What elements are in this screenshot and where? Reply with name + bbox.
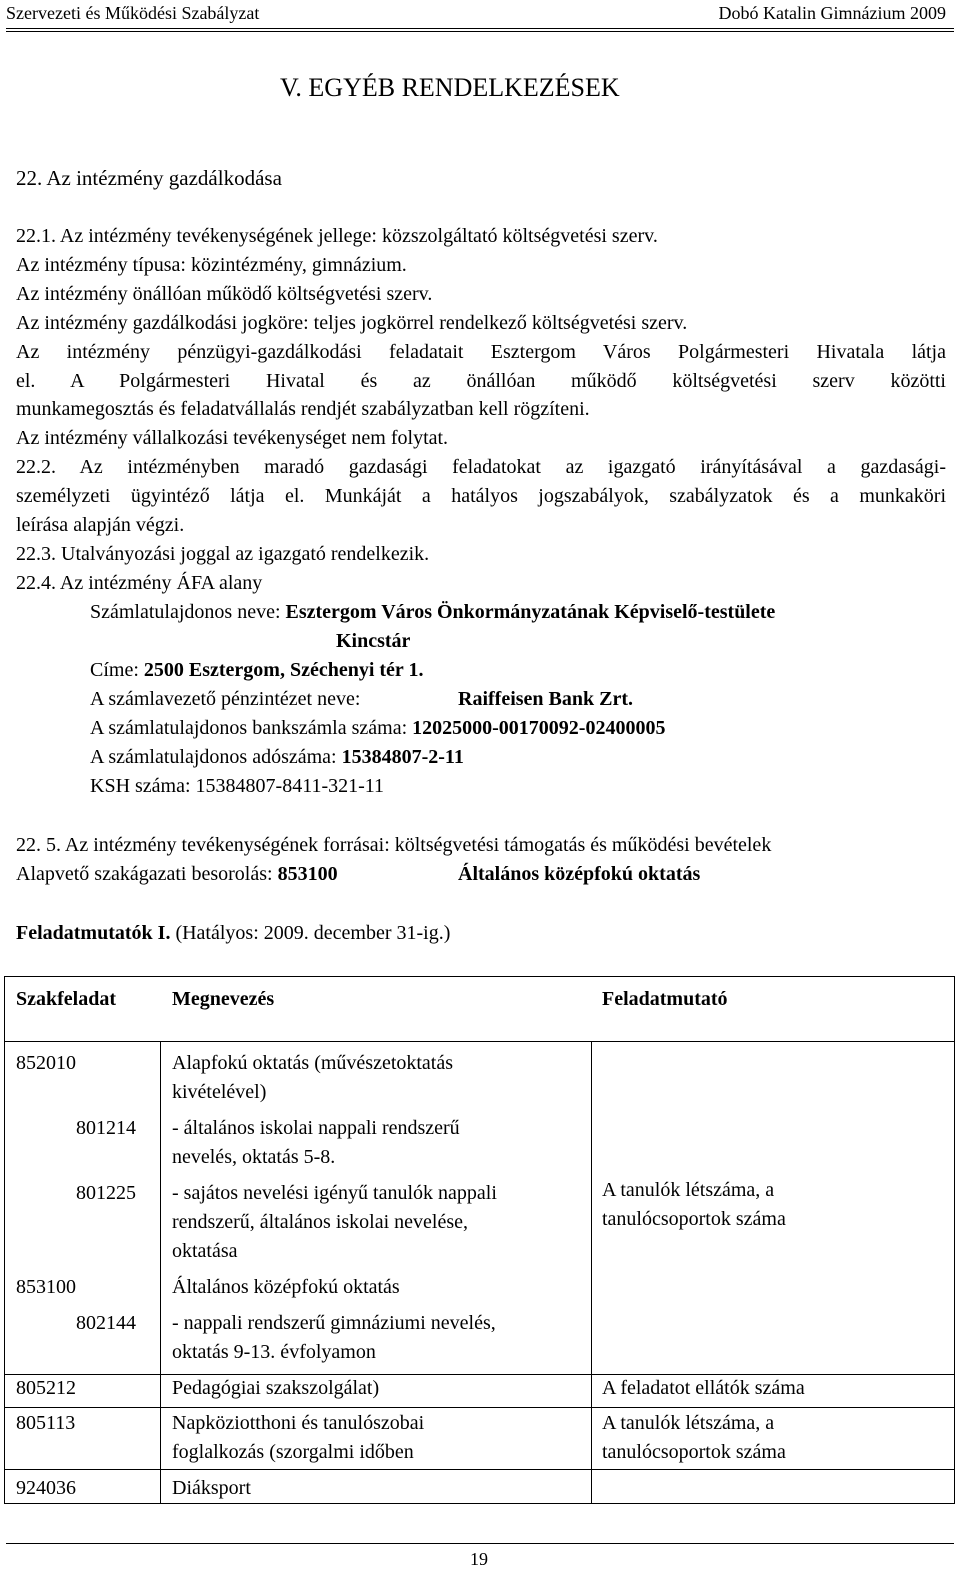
p1-line-1: 22.1. Az intézmény tevékenységének jellege: közszolgáltató költségvetési szerv. (16, 225, 658, 247)
table-header-feladatmutato-text: Feladatmutató (602, 988, 728, 1010)
table-row-1-name-2: kivételével) (172, 1081, 267, 1103)
table-row-rule-3 (4, 1469, 955, 1470)
header-rule-2 (6, 31, 954, 32)
p5-line: 22. 5. Az intézmény tevékenységének forrásai: költségvetési támogatás és működési bevételek (16, 834, 772, 856)
table-row-3-name-1: - sajátos nevelési igényű tanulók nappali (172, 1182, 497, 1204)
p5b-name (458, 863, 700, 886)
account-tax-value: 15384807-2-11 (341, 746, 464, 768)
account-bank-value-text: Raiffeisen Bank Zrt. (458, 688, 633, 710)
table-row-4-name-1: Általános középfokú oktatás (172, 1276, 400, 1298)
table-row-5-code: 802144 (76, 1312, 136, 1334)
account-bank-label: A számlavezető pénzintézet neve: (90, 688, 361, 710)
table-row-1-code: 852010 (16, 1052, 76, 1074)
p2-just-line-1: 22.2. Az intézményben maradó gazdasági feladatokat az igazgató irányításával a gazdasági- (16, 456, 946, 478)
table-row-3-name-2: rendszerű, általános iskolai nevelése, (172, 1211, 468, 1233)
feladat-title-rest: (Hatályos: 2009. december 31-ig.) (170, 922, 451, 944)
account-address (90, 659, 423, 682)
header-rule (6, 28, 954, 29)
account-bank-value (458, 688, 633, 711)
account-owner (90, 601, 775, 624)
p2-tail: leírása alapján végzi. (16, 514, 185, 536)
table-header-megnevezes-text: Megnevezés (172, 988, 275, 1010)
table-col-divider-2 (591, 1041, 592, 1503)
account-address-label: Címe: (90, 659, 144, 681)
table-merged-indicator-2: tanulócsoportok száma (602, 1208, 786, 1230)
account-number-value: 12025000-00170092-02400005 (412, 717, 666, 739)
table-col-divider-1 (160, 1041, 161, 1503)
account-number (90, 717, 665, 740)
table-row-7-name-1: Napköziotthoni és tanulószobai (172, 1412, 425, 1434)
section-title: 22. Az intézmény gazdálkodása (16, 166, 282, 190)
p1-tail-line-1: munkamegosztás és feladatvállalás rendjét szabályzatban kell rögzíteni. (16, 398, 590, 420)
table-row-7-indicator-2: tanulócsoportok száma (602, 1441, 786, 1463)
p1-line-4: Az intézmény gazdálkodási jogköre: teljes jogkörrel rendelkező költségvetési szerv. (16, 312, 688, 334)
p1-just-line-2: el. A Polgármesteri Hivatal és az önállóan működő költségvetési szerv közötti (16, 370, 946, 392)
p1-line-2: Az intézmény típusa: közintézmény, gimnázium. (16, 254, 407, 276)
account-tax (90, 746, 464, 769)
table-row-6-indicator: A feladatot ellátók száma (602, 1377, 805, 1399)
table-row-rule-1 (4, 1374, 955, 1375)
account-owner-value-2-text: Kincstár (336, 630, 411, 652)
table-row-6-code: 805212 (16, 1377, 76, 1399)
table-row-1-name-1: Alapfokú oktatás (művészetoktatás (172, 1052, 454, 1074)
p5b-label: Alapvető szakágazati besorolás: (16, 863, 278, 885)
table-row-8-name-1: Diáksport (172, 1477, 251, 1499)
p2-just-line-2: személyzeti ügyintéző látja el. Munkáját a hatályos jogszabályok, szabályzatok és a munkaköri (16, 485, 946, 507)
feladat-title-bold: Feladatmutatók I. (16, 922, 171, 944)
p4-line: 22.4. Az intézmény ÁFA alany (16, 572, 263, 594)
table-header-szakfeladat-text: Szakfeladat (16, 988, 116, 1010)
account-owner-label: Számlatulajdonos neve: (90, 601, 286, 623)
table-row-3-code: 801225 (76, 1182, 136, 1204)
header-right: Dobó Katalin Gimnázium 2009 (718, 3, 946, 23)
table-row-rule-2 (4, 1407, 955, 1408)
table-merged-indicator-1: A tanulók létszáma, a (602, 1179, 775, 1201)
table-row-7-indicator-1: A tanulók létszáma, a (602, 1412, 775, 1434)
table-row-2-name-2: nevelés, oktatás 5-8. (172, 1146, 336, 1168)
footer-rule (6, 1543, 954, 1544)
p1-just-line-1: Az intézmény pénzügyi-gazdálkodási feladatait Esztergom Város Polgármesteri Hivatala látja (16, 341, 946, 363)
account-owner-value-2 (336, 630, 410, 653)
table-border (4, 976, 955, 1504)
table-row-2-name-1: - általános iskolai nappali rendszerű (172, 1117, 460, 1139)
account-number-label: A számlatulajdonos bankszámla száma: (90, 717, 413, 739)
table-header-rule (4, 1041, 955, 1042)
table-row-5-name-1: - nappali rendszerű gimnáziumi nevelés, (172, 1312, 496, 1334)
table-row-7-code: 805113 (16, 1412, 76, 1434)
p5b-name-text: Általános középfokú oktatás (458, 863, 701, 885)
table-row-5-name-2: oktatás 9-13. évfolyamon (172, 1341, 376, 1363)
p5b-code: 853100 (277, 863, 338, 885)
table-row-7-name-2: foglalkozás (szorgalmi időben (172, 1441, 414, 1463)
account-ksh: KSH száma: 15384807-8411-321-11 (90, 775, 385, 797)
table-row-6-name-1: Pedagógiai szakszolgálat) (172, 1377, 380, 1399)
table-row-8-code: 924036 (16, 1477, 76, 1499)
page-number: 19 (470, 1549, 488, 1569)
table-row-2-code: 801214 (76, 1117, 136, 1139)
header-left: Szervezeti és Működési Szabályzat (6, 3, 260, 23)
table-header-szakfeladat (16, 985, 116, 1014)
table-row-3-name-3: oktatása (172, 1240, 238, 1262)
p3-line: 22.3. Utalványozási joggal az igazgató rendelkezik. (16, 543, 430, 565)
table-header-megnevezes (172, 985, 274, 1014)
table-header-feladatmutato (602, 985, 728, 1014)
account-tax-label: A számlatulajdonos adószáma: (90, 746, 342, 768)
account-address-value: 2500 Esztergom, Széchenyi tér 1. (143, 659, 424, 681)
feladat-title (16, 922, 450, 945)
account-owner-value: Esztergom Város Önkormányzatának Képviselő-testülete (285, 601, 776, 623)
chapter-title: V. EGYÉB RENDELKEZÉSEK (280, 73, 620, 102)
p5b-line (16, 863, 338, 886)
p1-tail-line-2: Az intézmény vállalkozási tevékenységet nem folytat. (16, 427, 449, 449)
table-row-4-code: 853100 (16, 1276, 76, 1298)
p1-line-3: Az intézmény önállóan működő költségvetési szerv. (16, 283, 433, 305)
